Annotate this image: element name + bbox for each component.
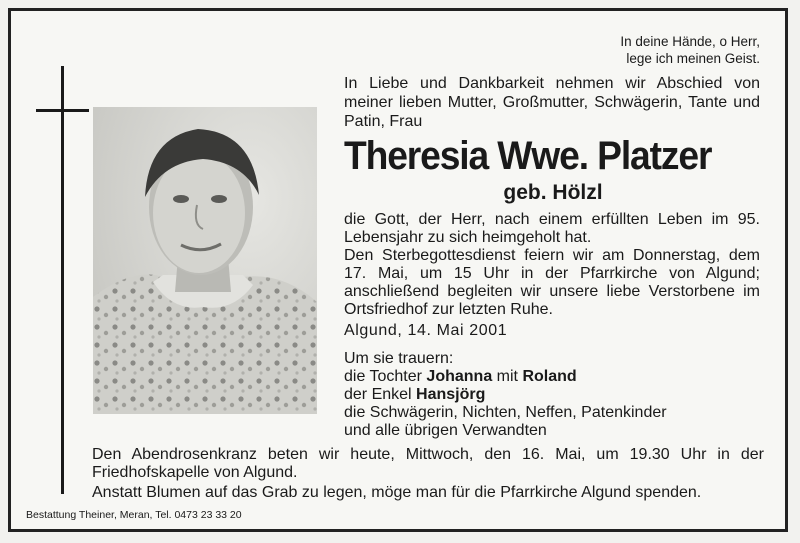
funeral-service-text: Den Sterbegottesdienst feiern wir am Donnerstag, dem 17. Mai, um 15 Uhr in der Pfarrkirche von Algund; anschließend begleiten wir unsere liebe Verstorbene im Ortsfriedhof zur letzten Ruhe.	[344, 247, 760, 318]
cross-vertical-bar	[61, 66, 64, 494]
undertaker-info: Bestattung Theiner, Meran, Tel. 0473 23 33 20	[26, 509, 242, 521]
mourners-heading: Um sie trauern:	[344, 350, 454, 367]
mourner-grandson	[344, 386, 764, 404]
death-notice-text: die Gott, der Herr, nach einem erfüllten Leben im 95. Lebensjahr zu sich heimgeholt hat.	[344, 211, 760, 246]
rosary-text: Den Abendrosenkranz beten wir heute, Mittwoch, den 16. Mai, um 19.30 Uhr in der Friedhofskapelle von Algund.	[92, 446, 764, 481]
daughter-partner: Roland	[522, 368, 577, 385]
maiden-name: geb. Hölzl	[503, 181, 603, 204]
daughter-mid: mit	[492, 368, 523, 385]
donation-text: Anstatt Blumen auf das Grab zu legen, möge man für die Pfarrkirche Algund spenden.	[92, 484, 702, 501]
intro-text: In Liebe und Dankbarkeit nehmen wir Abschied von meiner lieben Mutter, Großmutter, Schwägerin, Tante und Patin, Frau	[344, 75, 760, 130]
mourner-others: die Schwägerin, Nichten, Neffen, Patenkinder	[344, 404, 667, 421]
quote-line-1: In deine Hände, o Herr,	[620, 34, 760, 49]
portrait-photo	[93, 107, 317, 414]
mourner-relatives: und alle übrigen Verwandten	[344, 422, 547, 439]
cross-horizontal-bar	[36, 109, 89, 112]
daughter-prefix: die Tochter	[344, 368, 427, 385]
daughter-name: Johanna	[426, 368, 493, 385]
grandson-name: Hansjörg	[416, 386, 486, 403]
place-and-date: Algund, 14. Mai 2001	[344, 322, 508, 339]
grandson-prefix: der Enkel	[344, 386, 417, 403]
quote-line-2: lege ich meinen Geist.	[626, 51, 760, 66]
mourner-daughter	[344, 368, 764, 386]
deceased-name: Theresia Wwe. Platzer	[344, 134, 712, 178]
mourners-list	[344, 350, 764, 440]
bible-quote	[540, 33, 760, 67]
